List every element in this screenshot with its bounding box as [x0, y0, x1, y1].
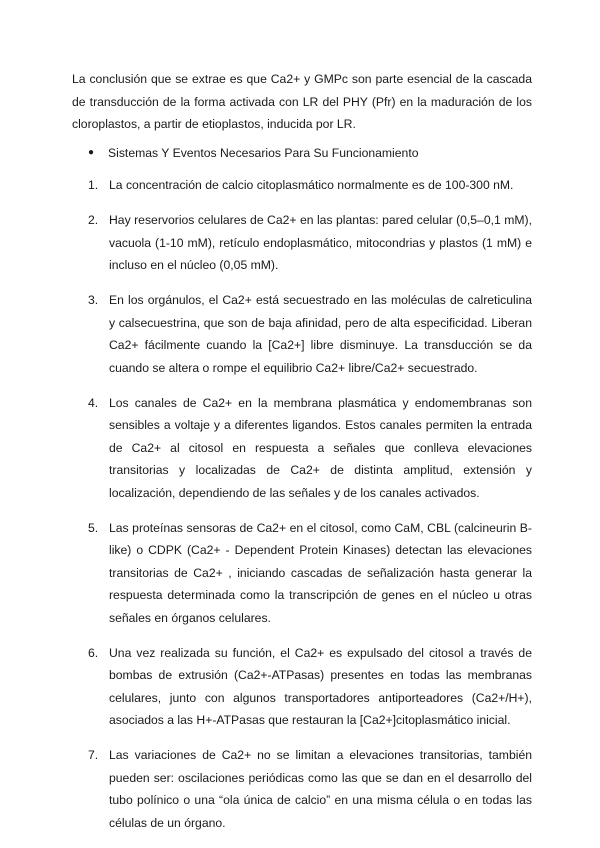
list-item	[72, 392, 532, 505]
bullet-icon: ●	[88, 147, 95, 158]
list-item-number: 1.	[88, 178, 99, 192]
list-item-text: Una vez realizada su función, el Ca2+ es expulsado del citosol a través de bombas de extrusión (Ca2+-ATPasas) presentes en todas las membranas celulares, junto con algunos transportadores antiporteadores (Ca2+/H+), asociados a las H+-ATPasas que restauran la [Ca2+]citoplasmático inicial.	[109, 645, 532, 727]
list-item-number: 5.	[88, 520, 99, 535]
list-item-text: Las variaciones de Ca2+ no se limitan a elevaciones transitorias, también pueden ser: oscilaciones periódicas como las que se dan en el desarrollo del tubo polínico o una “ola única de calcio” en una misma célula o en todas las células de un órgano.	[109, 748, 532, 830]
list-item-number: 3.	[88, 293, 99, 307]
list-item-text: Los canales de Ca2+ en la membrana plasmática y endomembranas son sensibles a voltaje y a diferentes ligandos. Estos canales permiten la entrada de Ca2+ al citosol en respuesta a señales que conlleva elevaciones transitorias y localizadas de Ca2+ de distinta amplitud, extensión y localización, dependiendo de las señales y de los canales activados.	[109, 395, 532, 500]
list-item	[72, 517, 532, 630]
list-item-number: 2.	[88, 213, 99, 227]
list-item-text: La concentración de calcio citoplasmático normalmente es de 100-300 nM.	[109, 178, 514, 192]
intro-paragraph: La conclusión que se extrae es que Ca2+ y GMPc son parte esencial de la cascada de transducción de la forma activada con LR del PHY (Pfr) en la maduración de los cloroplastos, a partir de etioplastos, inducida por LR.	[72, 72, 532, 131]
list-item	[72, 744, 532, 834]
list-item-number: 7.	[88, 748, 99, 762]
list-item-text: Hay reservorios celulares de Ca2+ en las plantas: pared celular (0,5–0,1 mM), vacuola (1-10 mM), retículo endoplasmático, mitocondrias y plastos (1 mM) e incluso en el núcleo (0,05 mM).	[109, 213, 532, 272]
numbered-list	[72, 174, 532, 847]
list-item-text: Las proteínas sensoras de Ca2+ en el citosol, como CaM, CBL (calcineurin B-like) o CDPK (Ca2+ - Dependent Protein Kinases) detectan las elevaciones transitorias de Ca2+ , iniciando cascadas de señalización hasta generar la respuesta determinada como la transcripción de genes en el núcleo u otras señales en órganos celulares.	[109, 520, 532, 625]
list-item-number: 4.	[88, 395, 99, 410]
section-heading: Sistemas Y Eventos Necesarios Para Su Funcionamiento	[108, 146, 419, 160]
list-item	[72, 174, 532, 197]
list-item-number: 6.	[88, 645, 99, 660]
list-item	[72, 289, 532, 379]
list-item-text: En los orgánulos, el Ca2+ está secuestrado en las moléculas de calreticulina y calsecuestrina, que son de baja afinidad, pero de alta especificidad. Liberan Ca2+ fácilmente cuando la [Ca2+] libre disminuye. La transducción se da cuando se altera o rompe el equilibrio Ca2+ libre/Ca2+ secuestrado.	[109, 293, 532, 375]
list-item	[72, 642, 532, 732]
list-item	[72, 209, 532, 277]
